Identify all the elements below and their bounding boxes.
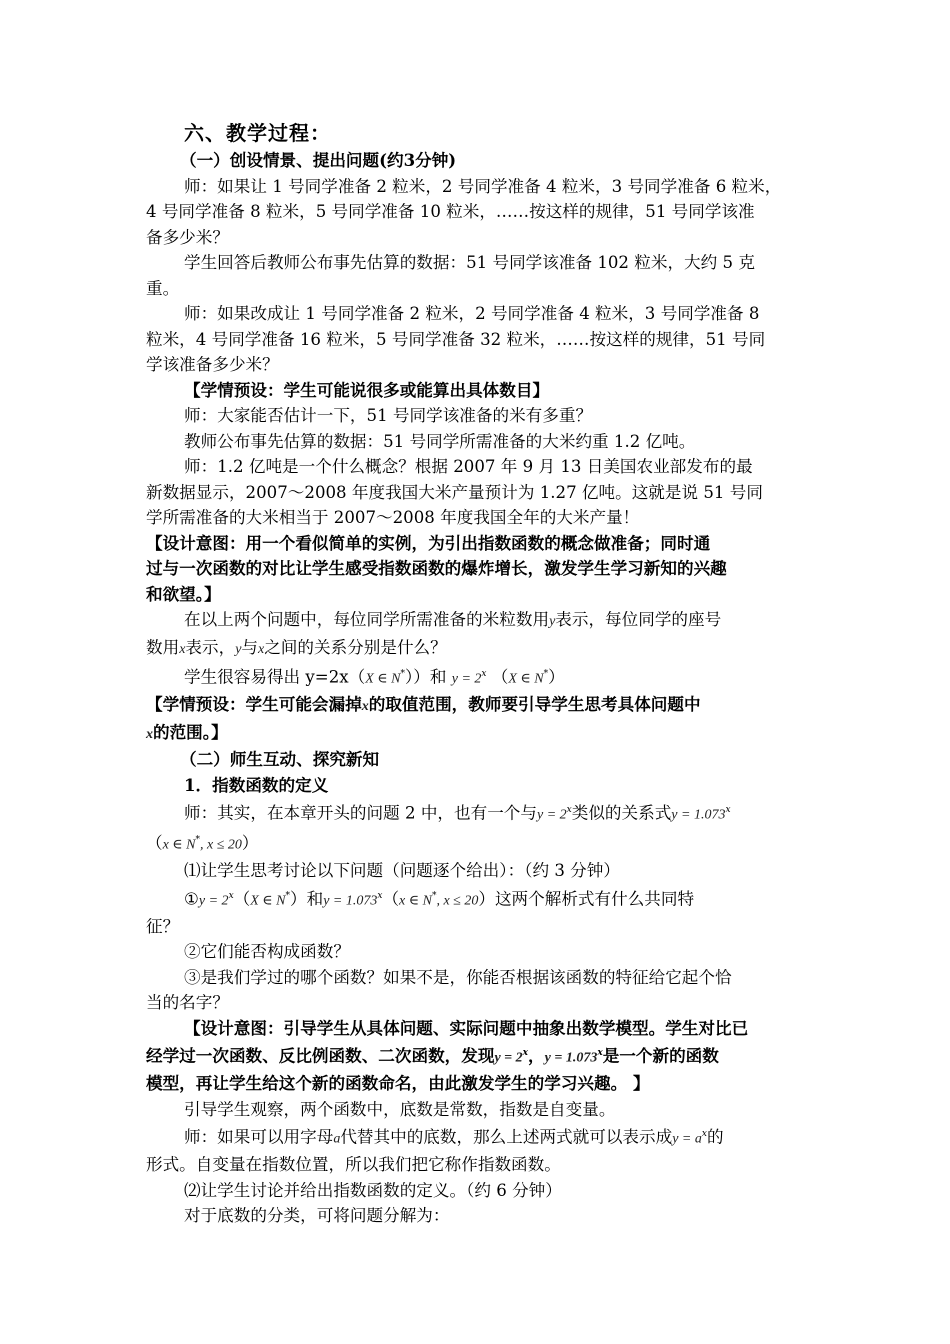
subsection-title-3: 1．指数函数的定义 xyxy=(184,774,329,795)
paragraph-line: 备多少米？ xyxy=(146,227,229,247)
paragraph-line: 学生回答后教师公布事先估算的数据：51 号同学该准备 102 粒米，大约 5 克 xyxy=(184,253,755,272)
paragraph-line: 引导学生观察，两个函数中，底数是常数，指数是自变量。 xyxy=(184,1099,616,1119)
paragraph-line: 师：如果可以用字母a代替其中的底数，那么上述两式就可以表示成$y = a^x$的 xyxy=(184,1127,724,1147)
paragraph-line: ⑴让学生思考讨论以下问题（问题逐个给出）：（约 3 分钟） xyxy=(184,861,620,881)
design-intent-note: 过与一次函数的对比让学生感受指数函数的爆炸增长，激发学生学习新知的兴趣 xyxy=(146,558,727,578)
paragraph-line: 师：其实，在本章开头的问题 2 中，也有一个与$y = 2^x$类似的关系式$y = 1.073^x$ xyxy=(184,803,731,823)
design-intent-note: 【设计意图：引导学生从具体问题、实际问题中抽象出数学模型。学生对比已 xyxy=(184,1017,749,1038)
paragraph-line: 师：1.2 亿吨是一个什么概念？根据 2007 年 9 月 13 日美国农业部发布的最 xyxy=(184,457,753,476)
paragraph-line: 教师公布事先估算的数据：51 号同学所需准备的大米约重 1.2 亿吨。 xyxy=(184,431,696,451)
paragraph-line: 当的名字？ xyxy=(146,993,229,1013)
paragraph-line: （x ∈ N*, x ≤ 20） xyxy=(146,833,259,853)
paragraph-line: 师：大家能否估计一下，51 号同学该准备的米有多重？ xyxy=(184,406,593,425)
design-intent-note: 【设计意图：用一个看似简单的实例，为引出指数函数的概念做准备；同时通 xyxy=(146,532,711,553)
paragraph-line: 学生很容易得出 y=2x（X ∈ N*））和 $y = 2^x$ （X ∈ N*） xyxy=(184,667,565,687)
design-intent-note: 经学过一次函数、反比例函数、二次函数，发现$y = 2^x$，$y = 1.073^x$是一个新的函数 xyxy=(146,1045,719,1066)
preset-note: 【学情预设：学生可能说很多或能算出具体数目】 xyxy=(184,379,550,400)
paragraph-line: 粒米，4 号同学准备 16 粒米，5 号同学准备 32 粒米，……按这样的规律，51 号同 xyxy=(146,329,766,349)
preset-note: 【学情预设：学生可能会漏掉x的取值范围，教师要引导学生思考具体问题中 xyxy=(146,694,701,715)
design-intent-note: 和欲望。】 xyxy=(146,583,221,604)
paragraph-line: 征？ xyxy=(146,916,180,936)
math-y: y xyxy=(549,614,556,629)
design-intent-note: 模型，再让学生给这个新的函数命名，由此激发学生的学习兴趣。 】 xyxy=(146,1073,650,1094)
paragraph-line: ①y = $2^x(X$ ∈ N*）和$y = 1.073^x(x$ ∈ N*, x ≤ 20）这两个解析式有什么共同特 xyxy=(184,889,695,909)
paragraph-line: 重。 xyxy=(146,278,180,298)
paragraph-line: 在以上两个问题中，每位同学所需准备的米粒数用y表示，每位同学的座号 xyxy=(184,610,722,629)
paragraph-line: 学该准备多少米？ xyxy=(146,355,279,374)
paragraph-line: 师：如果让 1 号同学准备 2 粒米，2 号同学准备 4 粒米，3 号同学准备 6 粒米， xyxy=(184,176,782,196)
document-page xyxy=(146,118,812,1229)
paragraph-line: 4 号同学准备 8 粒米，5 号同学准备 10 粒米，……按这样的规律，51 号同学该准 xyxy=(146,202,755,221)
subsection-title-2: （二）师生互动、探究新知 xyxy=(180,749,380,770)
paragraph-line: ②它们能否构成函数？ xyxy=(184,942,350,962)
paragraph-line: ③是我们学过的哪个函数？如果不是，你能否根据该函数的特征给它起个恰 xyxy=(184,967,732,987)
paragraph-line: 新数据显示，2007～2008 年度我国大米产量预计为 1.27 亿吨。这就是说 51 号同 xyxy=(146,482,763,502)
preset-note: x的范围。】 xyxy=(146,721,228,742)
section-heading: 六、教学过程： xyxy=(184,121,331,145)
paragraph-line: 对于底数的分类，可将问题分解为： xyxy=(184,1206,450,1226)
paragraph-line: 师：如果改成让 1 号同学准备 2 粒米，2 号同学准备 4 粒米，3 号同学准备 8 xyxy=(184,304,760,323)
paragraph-line: 数用x表示，y与x之间的关系分别是什么？ xyxy=(146,637,447,657)
subsection-title-1: （一）创设情景、提出问题(约3分钟) xyxy=(180,150,457,170)
paragraph-line: 形式。自变量在指数位置，所以我们把它称作指数函数。 xyxy=(146,1155,561,1175)
paragraph-line: 学所需准备的大米相当于 2007～2008 年度我国全年的大米产量！ xyxy=(146,508,640,527)
paragraph-line: ⑵让学生讨论并给出指数函数的定义。（约 6 分钟） xyxy=(184,1180,562,1200)
